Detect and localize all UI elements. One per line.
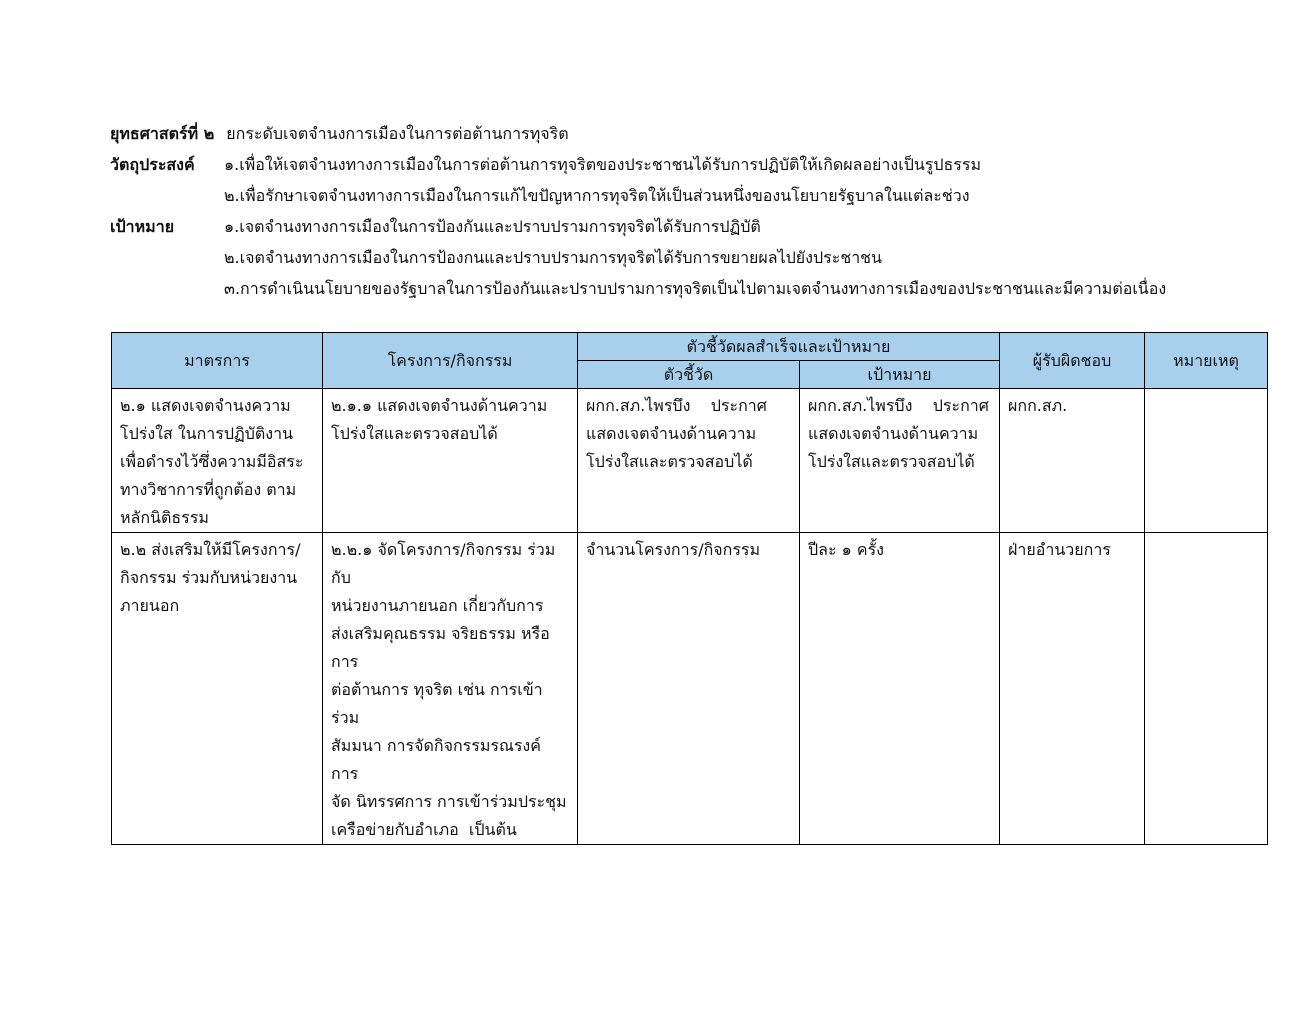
objective-label: วัตถุประสงค์ xyxy=(110,155,195,174)
cell-line: ปีละ ๑ ครั้ง xyxy=(808,540,884,559)
cell-line: โปร่งใสและตรวจสอบได้ xyxy=(331,424,498,443)
plan-table xyxy=(111,332,1268,845)
header-indicator: ตัวชี้วัด xyxy=(578,361,800,389)
cell-line: เครือข่ายกับอำเภอ เป็นต้น xyxy=(331,820,517,839)
cell-line: โปร่งใสและตรวจสอบได้ xyxy=(586,452,753,471)
cell-line: จำนวนโครงการ/กิจกรรม xyxy=(586,540,761,559)
cell-line: ต่อต้านการ ทุจริต เช่น การเข้าร่วม xyxy=(331,680,543,727)
strategy-line xyxy=(110,118,1270,149)
header-kpi-group: ตัวชี้วัดผลสำเร็จและเป้าหมาย xyxy=(578,333,1000,361)
measure-cell xyxy=(112,533,323,845)
project-cell xyxy=(323,389,578,533)
project-cell xyxy=(323,533,578,845)
cell-line: เพื่อดำรงไว้ซึ่งความมีอิสระ xyxy=(120,452,304,471)
cell-line: หน่วยงานภายนอก เกี่ยวกับการ xyxy=(331,596,544,615)
cell-line: หลักนิติธรรม xyxy=(120,508,209,527)
target-label: เป้าหมาย xyxy=(110,217,175,236)
responsible-cell xyxy=(1000,389,1145,533)
header-responsible: ผู้รับผิดชอบ xyxy=(1000,333,1145,389)
indicator-cell xyxy=(578,389,800,533)
target-line xyxy=(110,242,1270,273)
cell-line: ผกก.สภ. xyxy=(1008,396,1068,415)
cell-line: ผกก.สภ.ไพรบึง ประกาศ xyxy=(586,396,767,415)
objective-line xyxy=(110,149,1270,180)
header-measure: มาตรการ xyxy=(112,333,323,389)
cell-line: ภายนอก xyxy=(120,596,180,615)
strategy-text: ยกระดับเจตจำนงการเมืองในการต่อต้านการทุจริต xyxy=(226,124,569,143)
target-item: ๑.เจตจำนงทางการเมืองในการป้องกันและปราบปรามการทุจริตได้รับการปฏิบัติ xyxy=(224,217,761,236)
cell-line: ฝ่ายอำนวยการ xyxy=(1008,540,1111,559)
target-item: ๒.เจตจำนงทางการเมืองในการป้องกนและปราบปรามการทุจริตได้รับการขยายผลไปยังประชาชน xyxy=(224,248,882,267)
strategy-label: ยุทธศาสตร์ที่ ๒ xyxy=(110,124,215,143)
cell-line: ส่งเสริมคุณธรรม จริยธรรม หรือการ xyxy=(331,624,550,671)
objective-item: ๒.เพื่อรักษาเจตจำนงทางการเมืองในการแก้ไขปัญหาการทุจริตให้เป็นส่วนหนึ่งของนโยบายรัฐบาลในแต่ละช่วง xyxy=(224,186,970,205)
objective-line xyxy=(110,180,1270,211)
header-project: โครงการ/กิจกรรม xyxy=(323,333,578,389)
cell-line: แสดงเจตจำนงด้านความ xyxy=(808,424,979,443)
cell-line: ๒.๒ ส่งเสริมให้มีโครงการ/ xyxy=(120,540,301,559)
target-cell xyxy=(800,533,1000,845)
cell-line: ๒.๒.๑ จัดโครงการ/กิจกรรม ร่วมกับ xyxy=(331,540,556,587)
header-remark: หมายเหตุ xyxy=(1145,333,1268,389)
target-line xyxy=(110,211,1270,242)
indicator-cell xyxy=(578,533,800,845)
cell-line: โปร่งใส ในการปฏิบัติงาน xyxy=(120,424,294,443)
table-row xyxy=(112,389,1268,533)
remark-cell xyxy=(1145,389,1268,533)
target-line xyxy=(110,273,1270,304)
objective-item: ๑.เพื่อให้เจตจำนงทางการเมืองในการต่อต้านการทุจริตของประชาชนได้รับการปฏิบัติให้เกิดผลอย่างเป็นรูปธรรม xyxy=(224,155,982,174)
target-item: ๓.การดำเนินนโยบายของรัฐบาลในการป้องกันและปราบปรามการทุจริตเป็นไปตามเจตจำนงทางการเมืองของประชาชนและมีความต่อเนื่อง xyxy=(224,279,1167,298)
cell-line: โปร่งใสและตรวจสอบได้ xyxy=(808,452,975,471)
responsible-cell xyxy=(1000,533,1145,845)
target-cell xyxy=(800,389,1000,533)
cell-line: ทางวิชาการที่ถูกต้อง ตาม xyxy=(120,480,297,499)
measure-cell xyxy=(112,389,323,533)
cell-line: ผกก.สภ.ไพรบึง ประกาศ xyxy=(808,396,989,415)
cell-line: กิจกรรม ร่วมกับหน่วยงาน xyxy=(120,568,298,587)
header-target: เป้าหมาย xyxy=(800,361,1000,389)
table-row xyxy=(112,533,1268,845)
cell-line: สัมมนา การจัดกิจกรรมรณรงค์ การ xyxy=(331,736,541,783)
cell-line: จัด นิทรรศการ การเข้าร่วมประชุม xyxy=(331,792,567,811)
remark-cell xyxy=(1145,533,1268,845)
cell-line: แสดงเจตจำนงด้านความ xyxy=(586,424,757,443)
cell-line: ๒.๑.๑ แสดงเจตจำนงด้านความ xyxy=(331,396,548,415)
document-header xyxy=(110,118,1270,304)
cell-line: ๒.๑ แสดงเจตจำนงความ xyxy=(120,396,291,415)
